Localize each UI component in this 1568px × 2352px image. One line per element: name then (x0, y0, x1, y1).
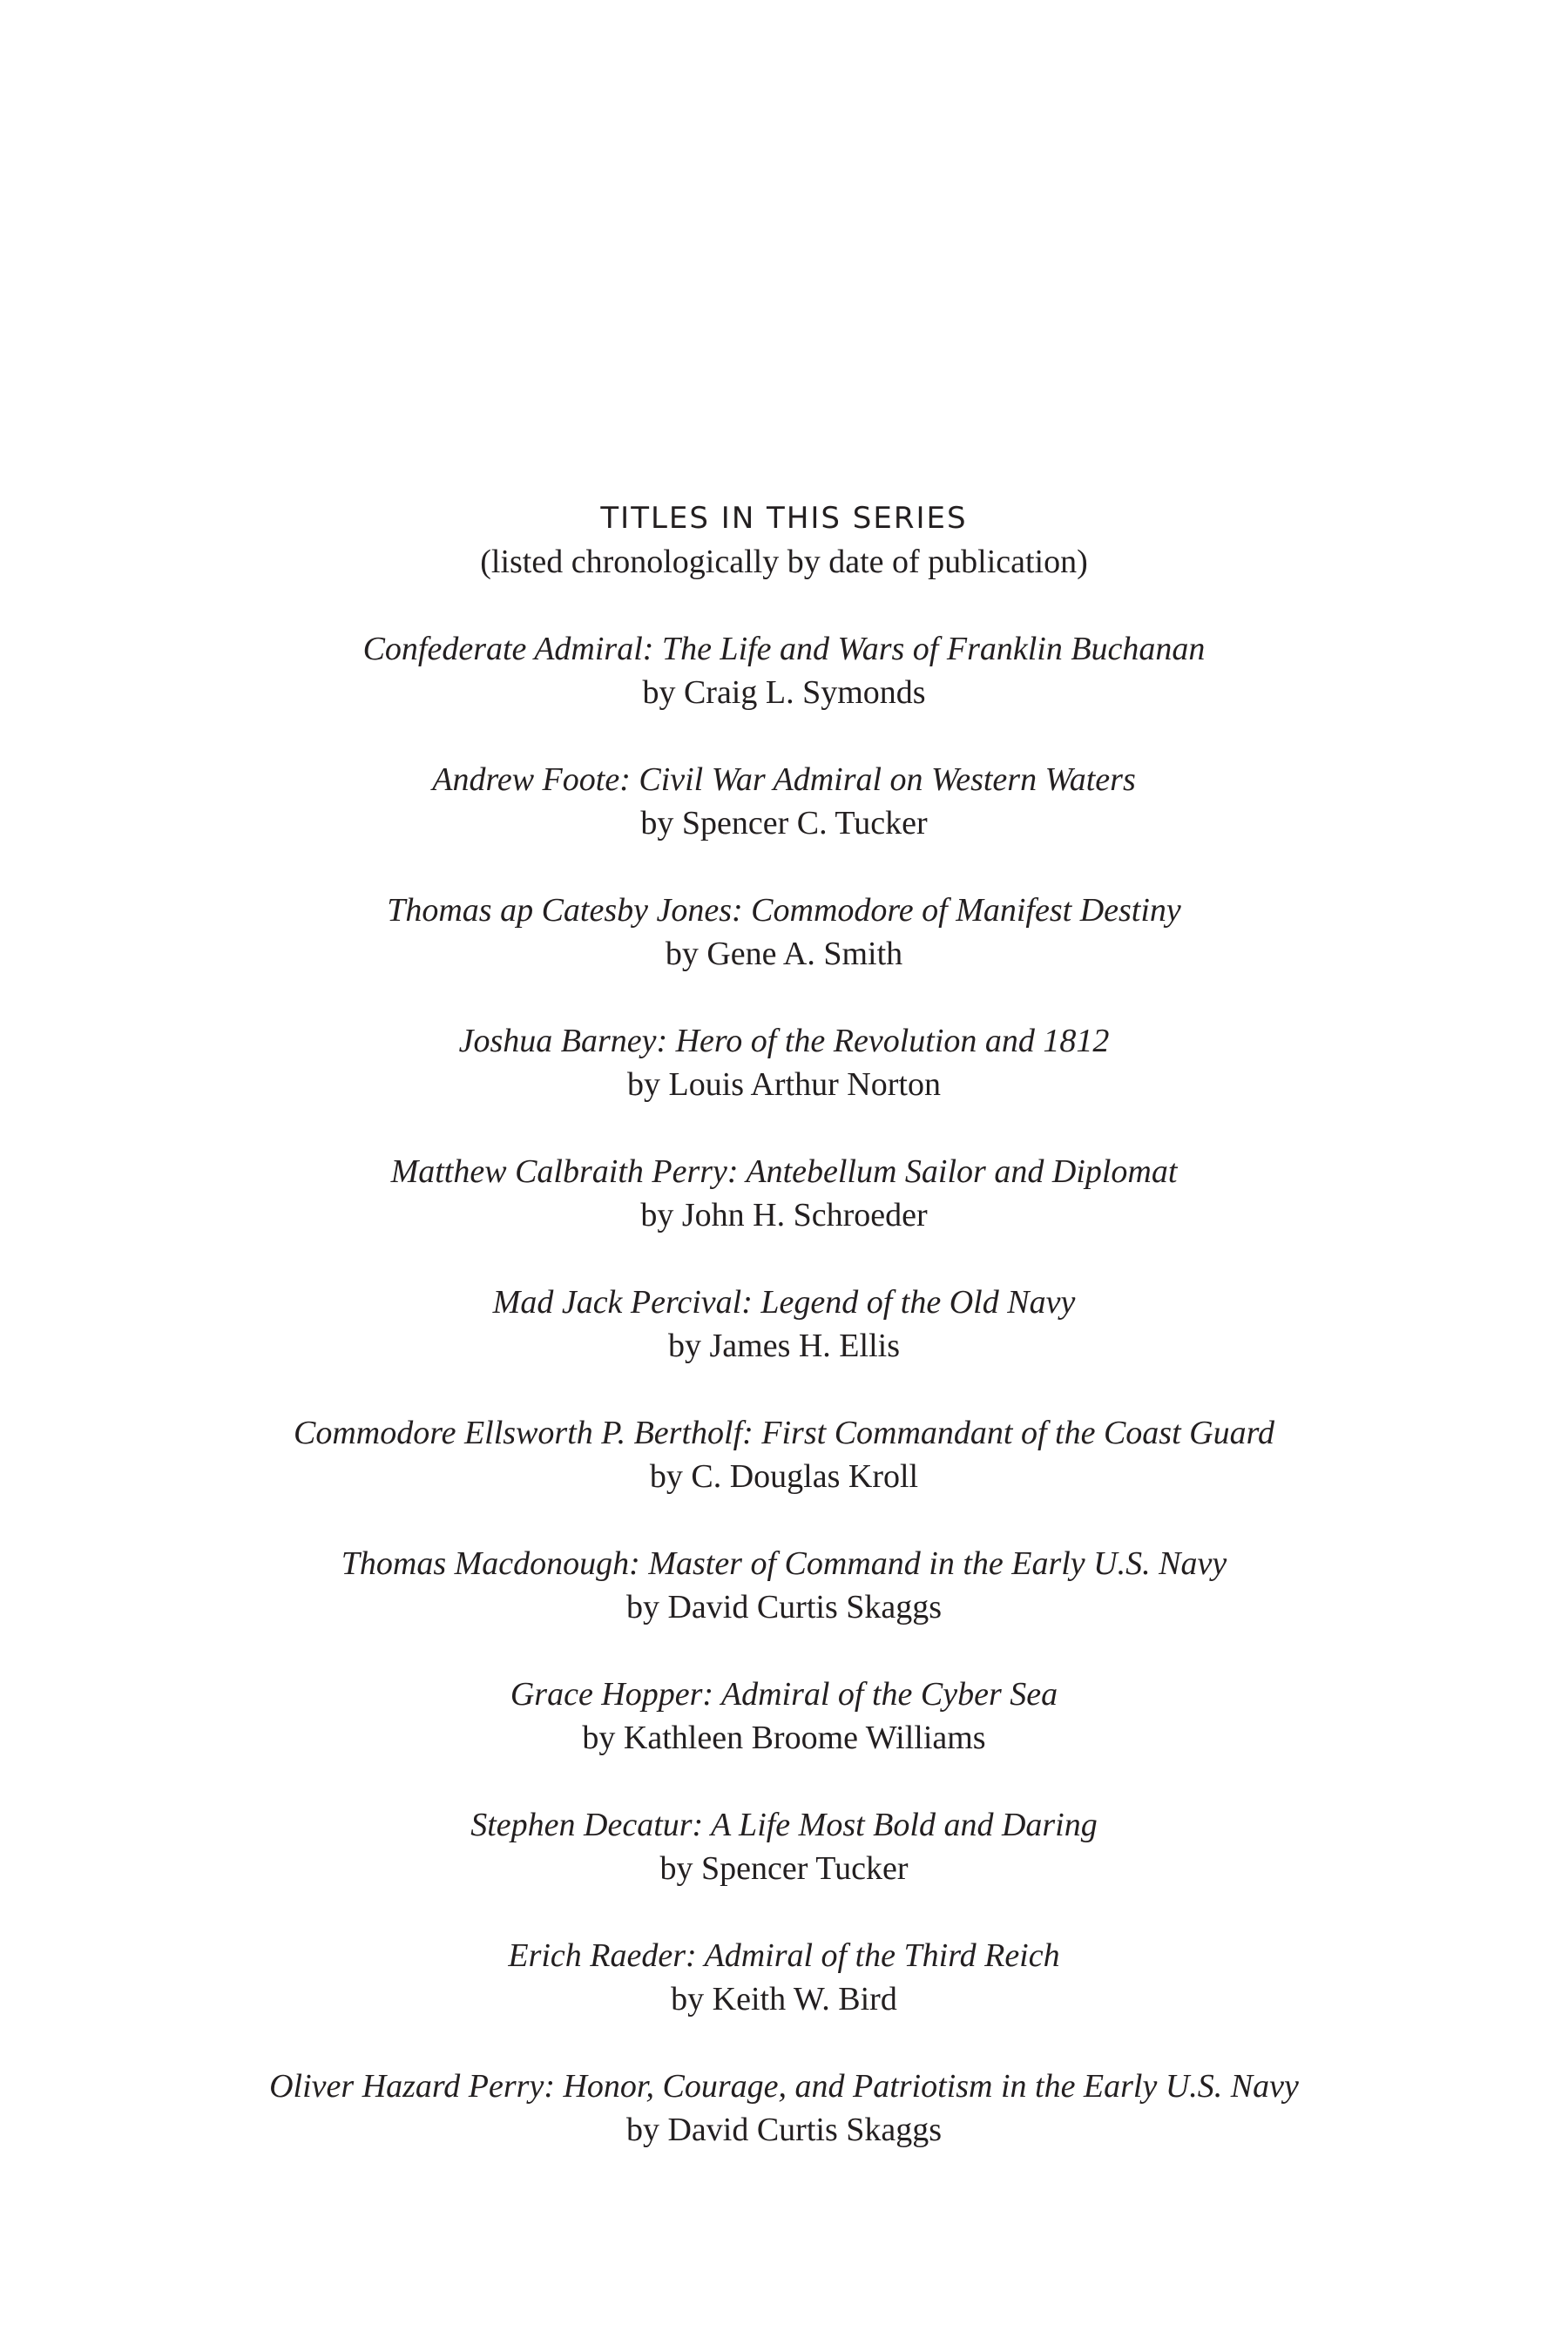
title-entry (0, 758, 1568, 845)
book-title: Thomas Macdonough: Master of Command in the Early U.S. Navy (341, 1545, 1227, 1582)
book-title: Joshua Barney: Hero of the Revolution and 1812 (458, 1023, 1110, 1059)
book-author: by James H. Ellis (668, 1328, 900, 1364)
title-entry (0, 1150, 1568, 1237)
book-title: Thomas ap Catesby Jones: Commodore of Manifest Destiny (387, 892, 1181, 929)
book-title: Commodore Ellsworth P. Bertholf: First Commandant of the Coast Guard (294, 1415, 1274, 1451)
book-author: by Keith W. Bird (671, 1981, 897, 2017)
book-author: by Gene A. Smith (665, 936, 903, 972)
title-entry (0, 1673, 1568, 1760)
title-entry (0, 1019, 1568, 1106)
book-author: by John H. Schroeder (640, 1197, 928, 1233)
book-author: by C. Douglas Kroll (649, 1458, 919, 1495)
book-title: Confederate Admiral: The Life and Wars of Franklin Buchanan (362, 631, 1206, 667)
book-title: Oliver Hazard Perry: Honor, Courage, and Patriotism in the Early U.S. Navy (269, 2068, 1299, 2105)
title-entry (0, 1934, 1568, 2021)
book-title: Mad Jack Percival: Legend of the Old Navy (492, 1284, 1076, 1321)
book-title: Stephen Decatur: A Life Most Bold and Daring (470, 1807, 1098, 1843)
book-title: Erich Raeder: Admiral of the Third Reich (508, 1937, 1060, 1974)
series-heading: TITLES IN THIS SERIES (600, 501, 968, 536)
title-entry (0, 1281, 1568, 1368)
title-entry (0, 1542, 1568, 1629)
title-entry (0, 2065, 1568, 2152)
book-author: by Kathleen Broome Williams (582, 1720, 986, 1756)
book-author: by Craig L. Symonds (642, 674, 926, 711)
book-author: by Louis Arthur Norton (627, 1066, 941, 1103)
title-entry (0, 889, 1568, 976)
book-author: by David Curtis Skaggs (625, 2112, 943, 2148)
book-title: Andrew Foote: Civil War Admiral on Western Waters (432, 761, 1136, 798)
title-entry (0, 627, 1568, 714)
book-author: by David Curtis Skaggs (625, 1589, 943, 1625)
title-entry (0, 1411, 1568, 1498)
book-title: Grace Hopper: Admiral of the Cyber Sea (510, 1676, 1058, 1713)
book-author: by Spencer Tucker (659, 1850, 909, 1887)
title-entry (0, 1803, 1568, 1890)
series-list-section (0, 497, 1568, 2195)
book-title: Matthew Calbraith Perry: Antebellum Sailor and Diplomat (390, 1153, 1178, 1190)
title-list (0, 627, 1568, 2152)
series-subheading: (listed chronologically by date of publication) (480, 544, 1088, 580)
book-author: by Spencer C. Tucker (640, 805, 928, 841)
